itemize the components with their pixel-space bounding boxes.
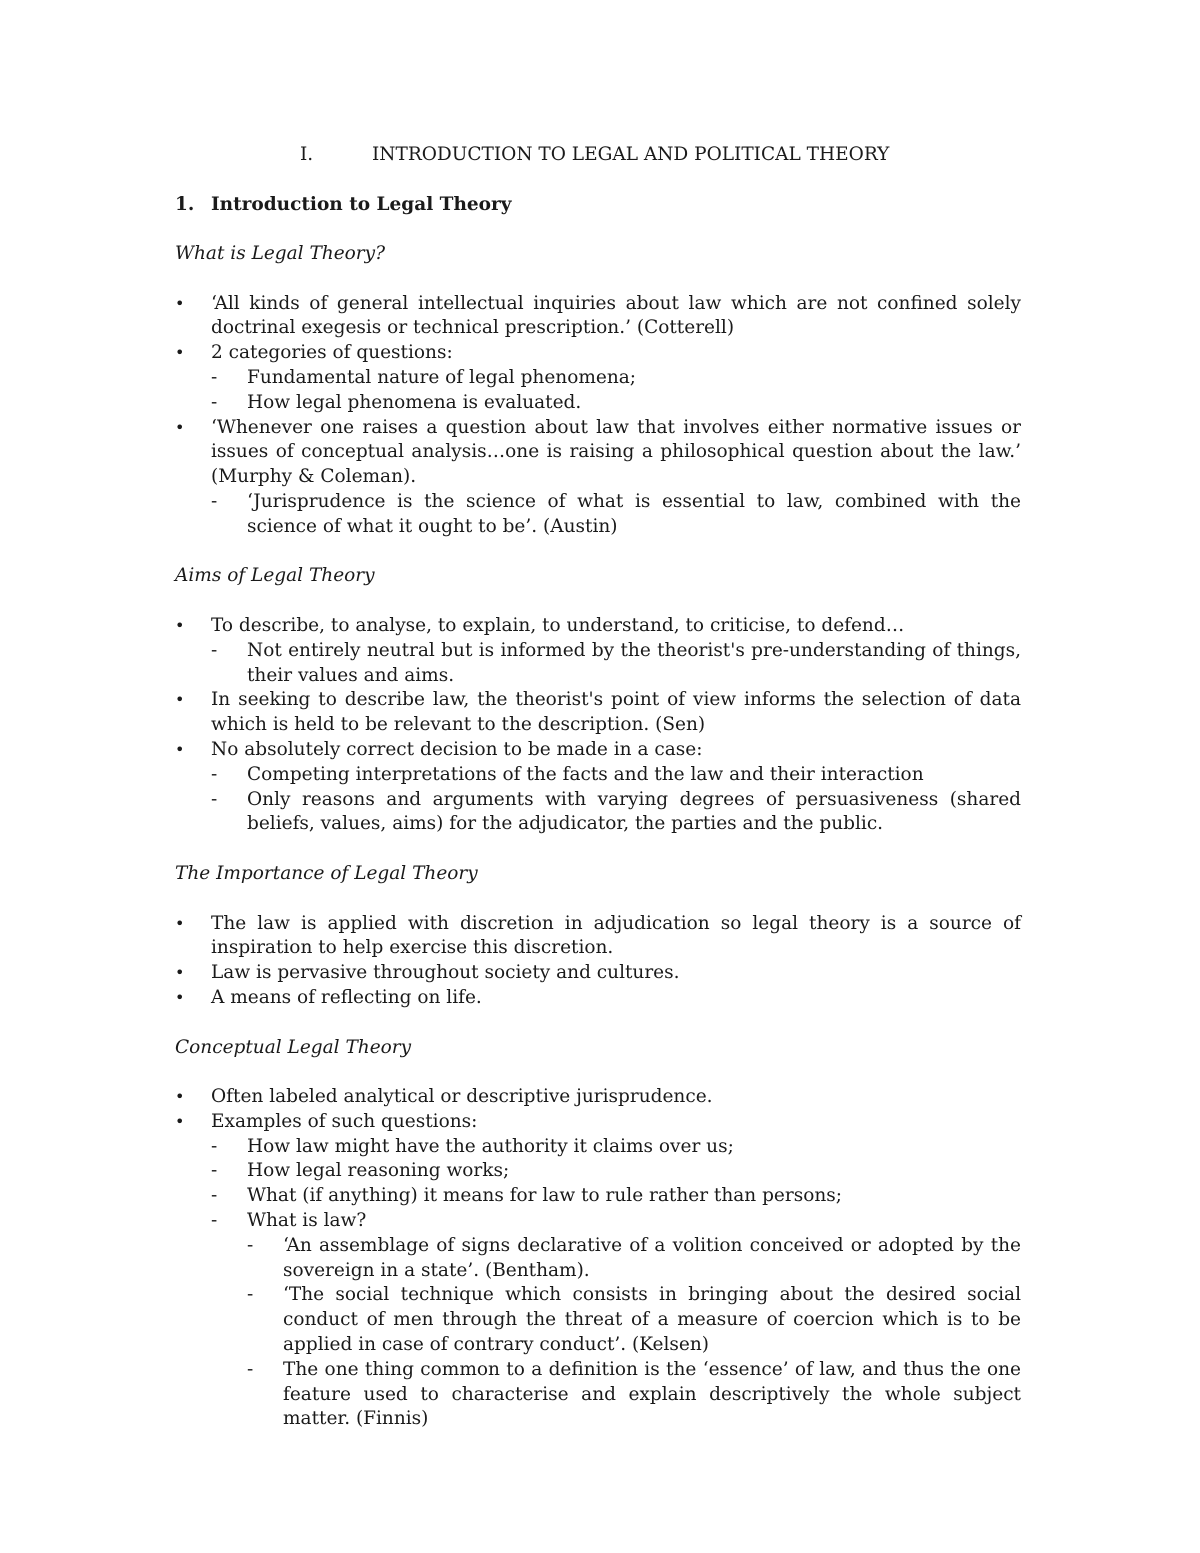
section-importance-of-legal-theory — [175, 862, 1021, 1011]
dash-text: How legal phenomena is evaluated. — [247, 391, 582, 413]
nested-dash-item — [175, 1283, 1021, 1357]
dash-marker: - — [247, 1284, 254, 1306]
bullet-marker: • — [175, 913, 185, 933]
subheading: Conceptual Legal Theory — [175, 1036, 412, 1058]
dash-item — [175, 391, 1021, 416]
bullet-text: The law is applied with discretion in adjudication so legal theory is a source of inspiration to help exercise this discretion. — [211, 912, 1021, 959]
dash-marker: - — [211, 391, 218, 413]
dash-marker: - — [211, 1160, 218, 1182]
dash-marker: - — [211, 788, 218, 810]
section-conceptual-legal-theory — [175, 1036, 1021, 1433]
chapter-title-text: INTRODUCTION TO LEGAL AND POLITICAL THEORY — [372, 144, 890, 165]
dash-marker: - — [211, 490, 218, 512]
dash-text: Competing interpretations of the facts and the law and their interaction — [247, 763, 924, 785]
bullet-text: 2 categories of questions: — [211, 342, 453, 364]
dash-text: Fundamental nature of legal phenomena; — [247, 366, 636, 388]
bullet-item — [175, 912, 1021, 962]
bullet-text: To describe, to analyse, to explain, to understand, to criticise, to defend… — [211, 614, 905, 636]
subheading: What is Legal Theory? — [175, 243, 386, 264]
chapter-title — [300, 142, 889, 167]
bullet-marker: • — [175, 690, 185, 710]
bullet-marker: • — [175, 615, 185, 635]
dash-text: The one thing common to a definition is the ‘essence’ of law, and thus the one feature used to characterise and explain descriptively the whole subject matter. (Finnis) — [283, 1358, 1021, 1430]
bullet-item — [175, 416, 1021, 490]
dash-text: ‘Jurisprudence is the science of what is essential to law, combined with the science of what it ought to be’. (Austin) — [247, 490, 1021, 537]
chapter-number: I. — [300, 144, 314, 165]
bullet-item — [175, 986, 1021, 1011]
section-heading-text: Introduction to Legal Theory — [211, 194, 512, 215]
bullet-text: A means of reflecting on life. — [211, 986, 482, 1008]
dash-text: What is law? — [247, 1210, 367, 1232]
bullet-marker: • — [175, 739, 185, 759]
bullet-item — [175, 738, 1021, 763]
dash-marker: - — [211, 763, 218, 785]
bullet-item — [175, 688, 1021, 738]
dash-marker: - — [211, 1185, 218, 1207]
nested-dash-item — [175, 1358, 1021, 1432]
bullet-marker: • — [175, 1087, 185, 1107]
dash-text: ‘The social technique which consists in bringing about the desired social conduct of men through the threat of a measure of coercion which is to be applied in case of contrary conduct’. (Kelsen) — [283, 1284, 1021, 1356]
bullet-marker: • — [175, 417, 185, 437]
dash-item — [175, 1135, 1021, 1160]
dash-text: What (if anything) it means for law to rule rather than persons; — [247, 1185, 842, 1207]
dash-text: How law might have the authority it claims over us; — [247, 1135, 734, 1157]
dash-item — [175, 490, 1021, 540]
dash-marker: - — [211, 1210, 218, 1232]
dash-text: Only reasons and arguments with varying degrees of persuasiveness (shared beliefs, values, aims) for the adjudicator, the parties and the public. — [247, 788, 1021, 835]
bullet-item — [175, 1085, 1021, 1110]
dash-item — [175, 366, 1021, 391]
document-body — [175, 242, 1021, 1457]
bullet-item — [175, 614, 1021, 639]
dash-marker: - — [211, 1135, 218, 1157]
bullet-marker: • — [175, 1111, 185, 1131]
section-aims-of-legal-theory — [175, 564, 1021, 837]
bullet-item — [175, 292, 1021, 342]
bullet-text: Examples of such questions: — [211, 1110, 478, 1132]
bullet-marker: • — [175, 343, 185, 363]
dash-marker: - — [247, 1358, 254, 1380]
bullet-text: Law is pervasive throughout society and cultures. — [211, 962, 680, 984]
dash-item — [175, 1209, 1021, 1234]
bullet-item — [175, 1110, 1021, 1135]
subheading: Aims of Legal Theory — [175, 565, 375, 587]
dash-text: Not entirely neutral but is informed by the theorist's pre-understanding of things, their values and aims. — [247, 639, 1021, 686]
dash-marker: - — [211, 639, 218, 661]
dash-text: ‘An assemblage of signs declarative of a volition conceived or adopted by the sovereign in a state’. (Bentham). — [283, 1234, 1021, 1281]
bullet-text: In seeking to describe law, the theorist's point of view informs the selection of data which is held to be relevant to the description. (Sen) — [211, 689, 1021, 736]
bullet-text: ‘Whenever one raises a question about law that involves either normative issues or issues of conceptual analysis…one is raising a philosophical question about the law.’ (Murphy & Coleman). — [211, 416, 1021, 488]
nested-dash-item — [175, 1234, 1021, 1284]
dash-item — [175, 763, 1021, 788]
dash-item — [175, 639, 1021, 689]
dash-marker: - — [247, 1234, 254, 1256]
bullet-item — [175, 341, 1021, 366]
bullet-marker: • — [175, 293, 185, 313]
section-number: 1. — [175, 194, 195, 215]
bullet-marker: • — [175, 963, 185, 983]
dash-item — [175, 1184, 1021, 1209]
dash-item — [175, 788, 1021, 838]
bullet-text: ‘All kinds of general intellectual inquiries about law which are not confined solely doctrinal exegesis or technical prescription.’ (Cotterell) — [211, 292, 1021, 339]
section-what-is-legal-theory — [175, 242, 1021, 540]
bullet-item — [175, 961, 1021, 986]
dash-marker: - — [211, 366, 218, 388]
subheading: The Importance of Legal Theory — [175, 862, 478, 884]
bullet-marker: • — [175, 987, 185, 1007]
dash-text: How legal reasoning works; — [247, 1160, 510, 1182]
bullet-text: Often labeled analytical or descriptive jurisprudence. — [211, 1086, 713, 1108]
dash-item — [175, 1159, 1021, 1184]
bullet-text: No absolutely correct decision to be made in a case: — [211, 738, 703, 760]
section-heading — [175, 192, 512, 217]
